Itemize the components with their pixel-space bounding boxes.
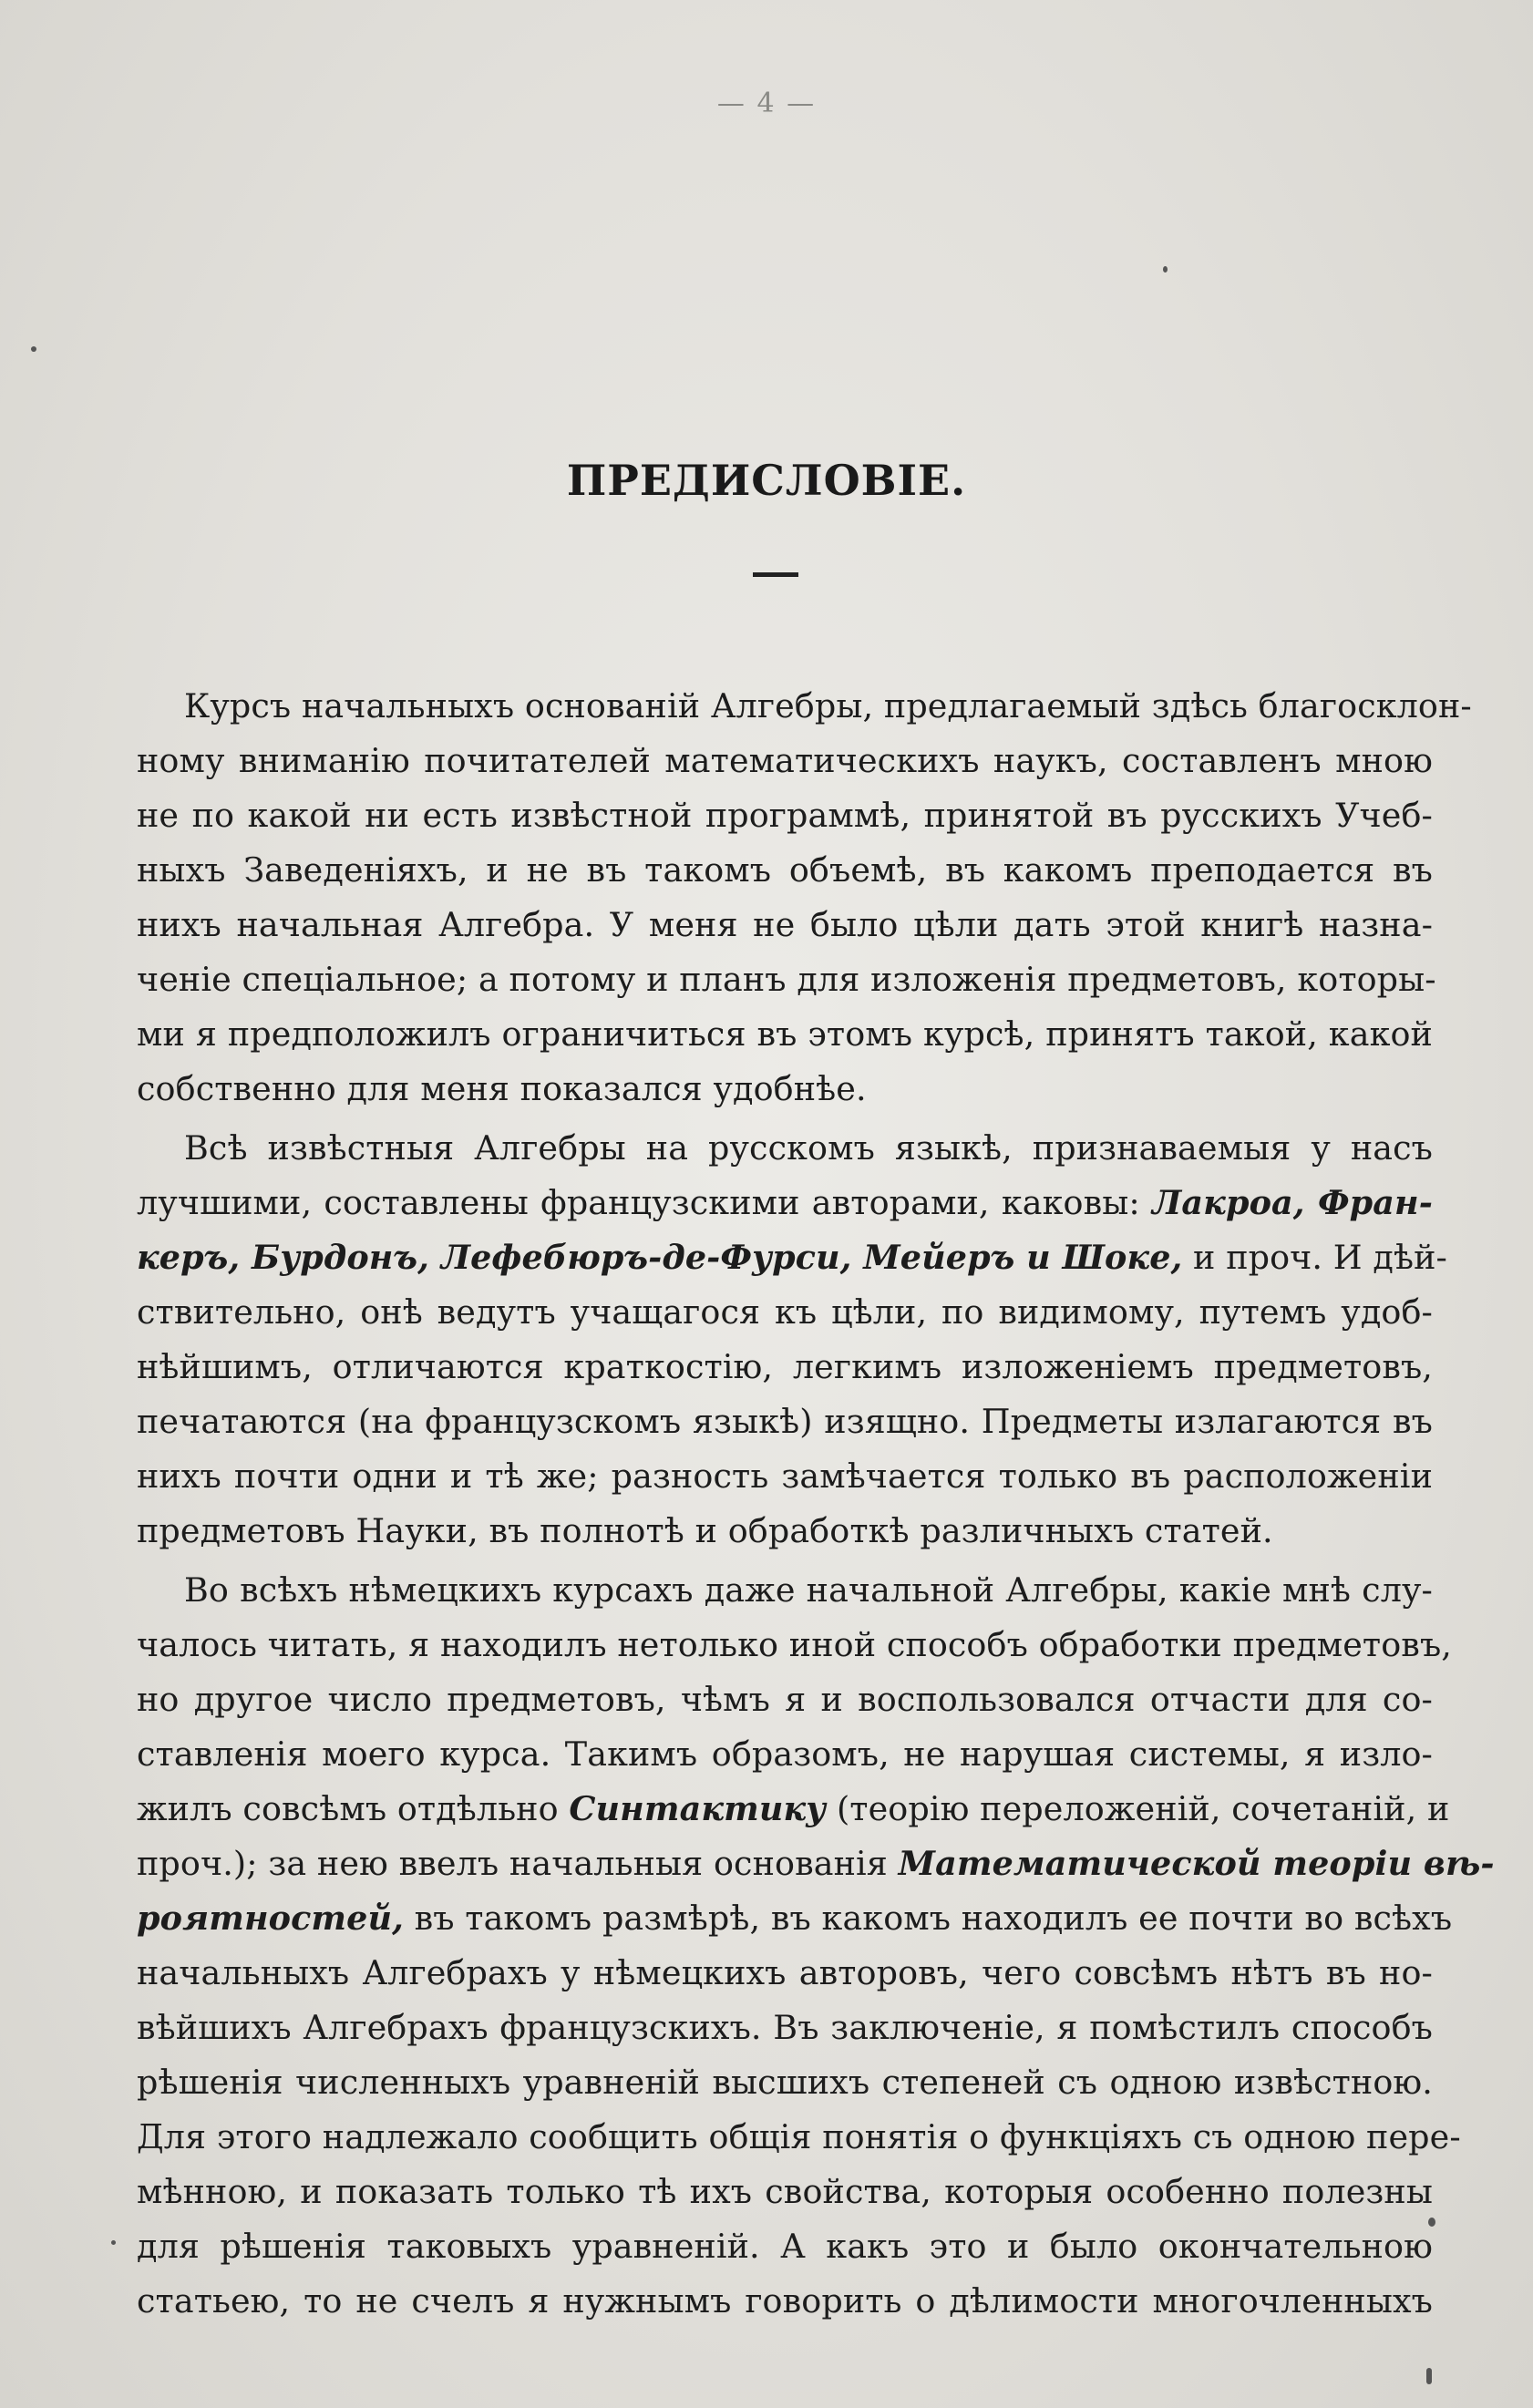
line-text: Для этого надлежало сообщить общія понятія о функціяхъ съ одною пере- [137, 2117, 1461, 2156]
ink-speck [1163, 266, 1168, 273]
line-text: статьею, то не счелъ я нужнымъ говорить о дѣлимости многочленныхъ [137, 2281, 1433, 2321]
line-text: рѣшенія численныхъ уравненій высшихъ степеней съ одною извѣстною. [137, 2063, 1433, 2102]
line-text: ченіе спеціальное; а потому и планъ для изложенія предметовъ, которы- [137, 960, 1436, 999]
ink-speck [31, 346, 36, 352]
text-line [137, 1946, 1433, 2001]
italic-text: Лакроа, Фран- [1152, 1183, 1433, 1222]
text-line [137, 2274, 1433, 2329]
page-title: ПРЕДИСЛОВІЕ. [566, 456, 967, 505]
text-line [137, 2165, 1433, 2219]
line-text: чалось читать, я находилъ нетолько иной способъ обработки предметовъ, [137, 1625, 1452, 1664]
text-line [137, 1563, 1433, 1618]
italic-text: керъ, Бурдонъ, Лефебюръ-де-Фурси, Мейеръ и Шоке, [137, 1238, 1183, 1277]
line-text: ми я предположилъ ограничиться въ этомъ курсѣ, принятъ такой, какой [137, 1014, 1433, 1054]
text-line [137, 1618, 1452, 1672]
line-text: Курсъ начальныхъ основаній Алгебры, предлагаемый здѣсь благосклон- [184, 686, 1472, 725]
text-line [137, 2055, 1433, 2110]
line-text: проч.); за нею ввелъ начальныя основанія [137, 1844, 899, 1883]
line-text: собственно для меня показался удобнѣе. [137, 1069, 867, 1108]
text-line [137, 1007, 1433, 1062]
page-number: — 4 — [716, 87, 817, 119]
line-text: нѣйшимъ, отличаются краткостію, легкимъ изложеніемъ предметовъ, [137, 1347, 1433, 1386]
line-text: вѣйшихъ Алгебрахъ французскихъ. Въ заключеніе, я помѣстилъ способъ [137, 2008, 1433, 2047]
text-line [137, 2001, 1433, 2055]
text-line [137, 1121, 1433, 1176]
text-line [137, 1230, 1447, 1285]
text-line [137, 1394, 1433, 1449]
text-line [137, 1727, 1433, 1782]
line-text: начальныхъ Алгебрахъ у нѣмецкихъ авторовъ, чего совсѣмъ нѣтъ въ но- [137, 1953, 1433, 1992]
text-line [137, 1782, 1450, 1837]
line-text: нихъ почти одни и тѣ же; разность замѣчается только въ расположеніи [137, 1456, 1433, 1496]
text-line [137, 1176, 1433, 1230]
text-line [137, 898, 1433, 952]
text-line [137, 952, 1436, 1007]
ink-speck [111, 2240, 116, 2245]
ink-speck [1428, 2218, 1435, 2227]
text-line [137, 1449, 1433, 1504]
line-text: жилъ совсѣмъ отдѣльно [137, 1789, 570, 1828]
line-text: не по какой ни есть извѣстной программѣ, принятой въ русскихъ Учеб- [137, 796, 1433, 835]
italic-text: Синтактику [569, 1789, 827, 1828]
text-line [137, 1062, 1433, 1117]
text-line [137, 1285, 1433, 1340]
title-rule [753, 572, 798, 577]
line-text: мѣнною, и показать только тѣ ихъ свойства, которыя особенно полезны [137, 2172, 1433, 2211]
line-text: для рѣшенія таковыхъ уравненій. А какъ это и было окончательною [137, 2227, 1433, 2266]
line-text: Всѣ извѣстныя Алгебры на русскомъ языкѣ, признаваемыя у насъ [184, 1128, 1433, 1168]
line-text: но другое число предметовъ, чѣмъ я и воспользовался отчасти для со- [137, 1680, 1433, 1719]
line-text: печатаются (на французскомъ языкѣ) изящно. Предметы излагаются въ [137, 1402, 1433, 1441]
line-text: ному вниманію почитателей математическихъ наукъ, составленъ мною [137, 741, 1433, 780]
line-text: ствительно, онѣ ведутъ учащагося къ цѣли, по видимому, путемъ удоб- [137, 1292, 1433, 1332]
text-line [137, 1340, 1433, 1394]
text-line [137, 734, 1433, 788]
line-text: и проч. И дѣй- [1182, 1238, 1447, 1277]
text-line [137, 1891, 1453, 1946]
text-line [137, 2219, 1433, 2274]
body-text [137, 679, 1495, 2329]
text-line [137, 679, 1472, 734]
line-text: лучшими, составлены французскими авторами, каковы: [137, 1183, 1153, 1222]
text-line [137, 843, 1433, 898]
ink-speck [1426, 2368, 1432, 2384]
text-line [137, 1837, 1495, 1891]
line-text: ныхъ Заведеніяхъ, и не въ такомъ объемѣ, въ какомъ преподается въ [137, 850, 1433, 890]
line-text: въ такомъ размѣрѣ, въ какомъ находилъ ее почти во всѣхъ [403, 1899, 1453, 1938]
line-text: нихъ начальная Алгебра. У меня не было цѣли дать этой книгѣ назна- [137, 905, 1433, 944]
line-text: (теорію переложеній, сочетаній, и [826, 1789, 1450, 1828]
line-text: ставленія моего курса. Такимъ образомъ, не нарушая системы, я изло- [137, 1734, 1433, 1774]
line-text: Во всѣхъ нѣмецкихъ курсахъ даже начальной Алгебры, какіе мнѣ слу- [184, 1570, 1433, 1610]
text-line [137, 1672, 1433, 1727]
text-line [137, 1504, 1433, 1559]
italic-text: роятностей, [137, 1899, 404, 1938]
text-line [137, 2110, 1461, 2165]
italic-text: Математической теоріи вѣ- [898, 1844, 1495, 1883]
line-text: предметовъ Науки, въ полнотѣ и обработкѣ различныхъ статей. [137, 1511, 1273, 1550]
text-line [137, 788, 1433, 843]
